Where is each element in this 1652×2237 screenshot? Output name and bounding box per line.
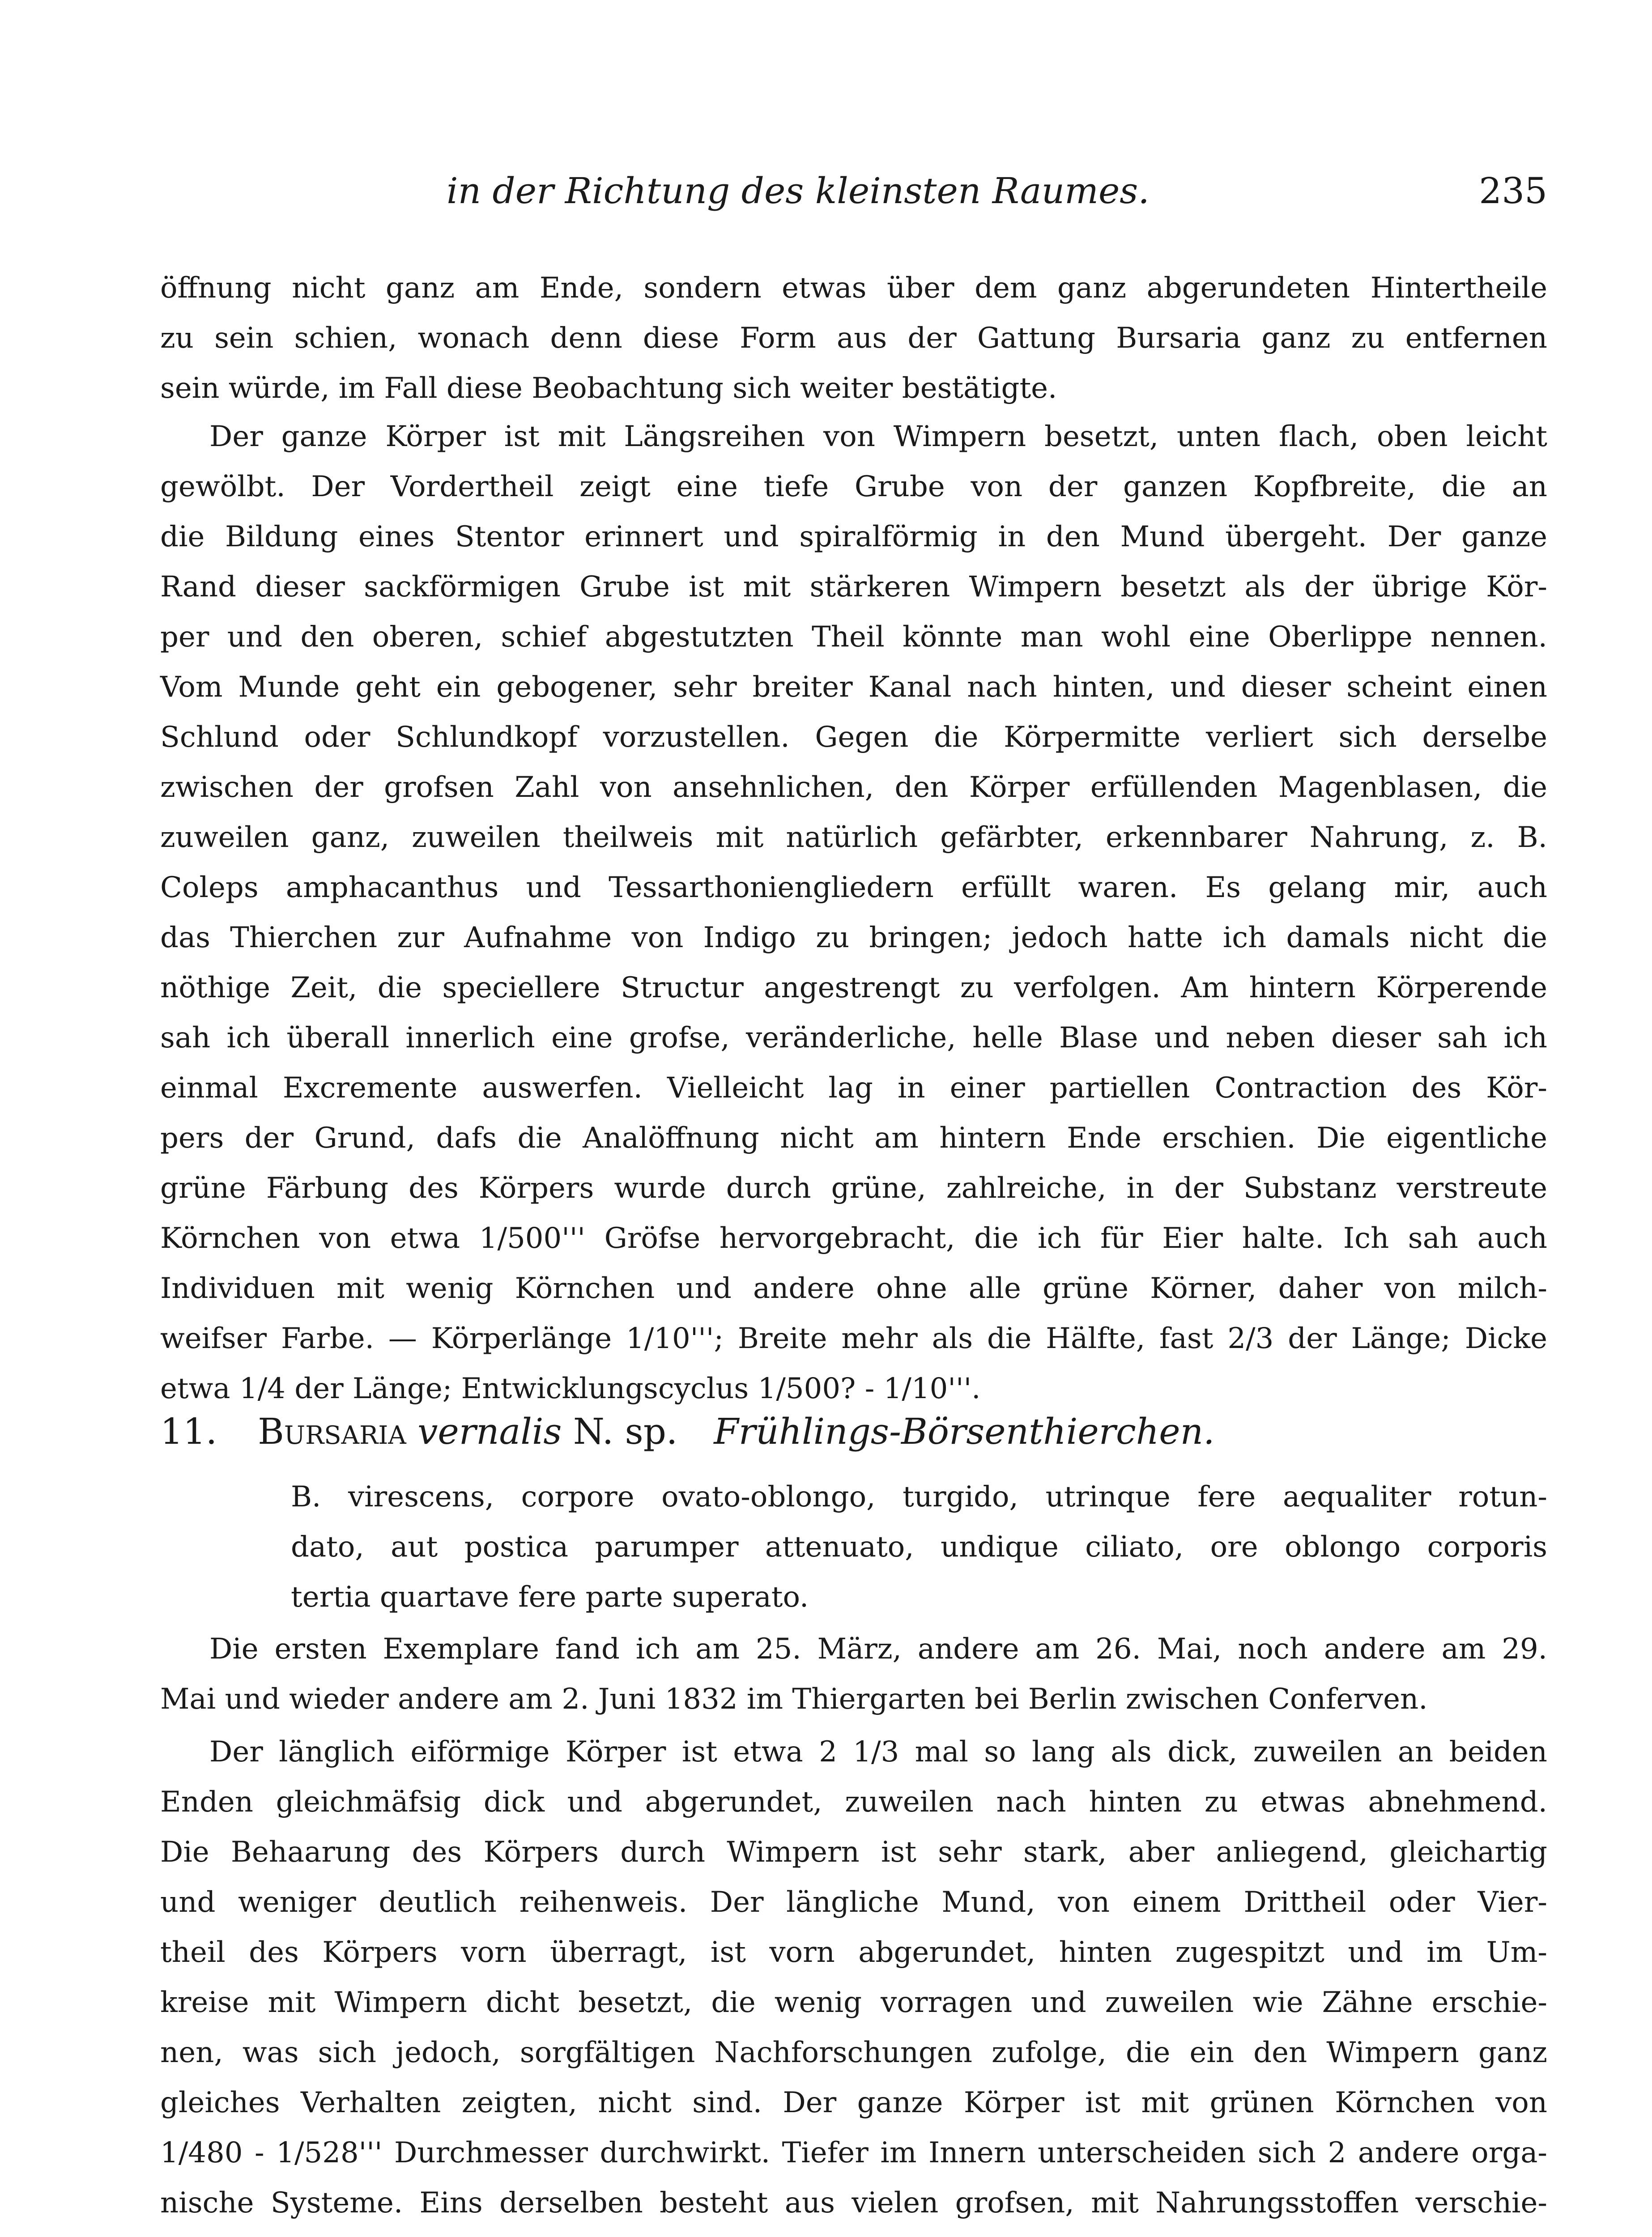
text-line: die Bildung eines Stentor erinnert und spiralförmig in den Mund übergeht. Der ganze xyxy=(160,520,1547,553)
text-line xyxy=(160,2228,1547,2237)
text-line: sah ich überall innerlich eine grofse, veränderliche, helle Blase und neben dieser sah ich xyxy=(160,1021,1547,1055)
text-line: Coleps amphacanthus und Tessarthoniengliedern erfüllt waren. Es gelang mir, auch xyxy=(160,871,1547,904)
text-line: kreise mit Wimpern dicht besetzt, die wenig vorragen und zuweilen wie Zähne erschie- xyxy=(160,1986,1547,2019)
text-line: theil des Körpers vorn überragt, ist vorn abgerundet, hinten zugespitzt und im Um- xyxy=(160,1936,1547,1969)
paragraph-continuation xyxy=(160,263,1547,413)
text-line: 1/480 - 1/528''' Durchmesser durchwirkt. Tiefer im Innern unterscheiden sich 2 andere orga- xyxy=(160,2136,1547,2169)
text-line: gewölbt. Der Vordertheil zeigt eine tiefe Grube von der ganzen Kopfbreite, die an xyxy=(160,470,1547,503)
text-line: Vom Munde geht ein gebogener, sehr breiter Kanal nach hinten, und dieser scheint einen xyxy=(160,671,1547,704)
running-header xyxy=(160,166,1547,224)
text-line: pers der Grund, dafs die Analöffnung nicht am hintern Ende erschien. Die eigentliche xyxy=(160,1122,1547,1155)
text-line: zu sein schien, wonach denn diese Form aus der Gattung Bursaria ganz zu entfernen xyxy=(160,322,1547,355)
text-line: weifser Farbe. — Körperlänge 1/10'''; Breite mehr als die Hälfte, fast 2/3 der Länge; Dicke xyxy=(160,1322,1547,1355)
text-line: Der ganze Körper ist mit Längsreihen von Wimpern besetzt, unten flach, oben leicht xyxy=(209,420,1547,453)
page-number: 235 xyxy=(1479,170,1547,212)
text-line: Die ersten Exemplare fand ich am 25. März, andere am 26. Mai, noch andere am 29. xyxy=(209,1633,1547,1666)
text-line: Enden gleichmäfsig dick und abgerundet, zuweilen nach hinten zu etwas abnehmend. xyxy=(160,1786,1547,1819)
text-line: sein würde, im Fall diese Beobachtung sich weiter bestätigte. xyxy=(160,372,1057,405)
text-line: per und den oberen, schief abgestutzten Theil könnte man wohl eine Oberlippe nennen. xyxy=(160,621,1547,654)
species-genus: Bursaria xyxy=(258,1411,406,1452)
text-line: Individuen mit wenig Körnchen und andere ohne alle grüne Körner, daher von milch- xyxy=(160,1272,1547,1305)
text-line: und weniger deutlich reihenweis. Der längliche Mund, von einem Drittheil oder Vier- xyxy=(160,1886,1547,1919)
text-line: das Thierchen zur Aufnahme von Indigo zu bringen; jedoch hatte ich damals nicht die xyxy=(160,921,1547,954)
text-line: Mai und wieder andere am 2. Juni 1832 im Thiergarten bei Berlin zwischen Conferven. xyxy=(160,1683,1428,1716)
species-number: 11. xyxy=(160,1411,217,1452)
text-line: grüne Färbung des Körpers wurde durch grüne, zahlreiche, in der Substanz verstreute xyxy=(160,1172,1547,1205)
text-line: Der länglich eiförmige Körper ist etwa 2 1/3 mal so lang als dick, zuweilen an beiden xyxy=(209,1735,1547,1769)
text-line: öffnung nicht ganz am Ende, sondern etwas über dem ganz abgerundeten Hintertheile xyxy=(160,272,1547,305)
paragraph-description xyxy=(160,412,1547,1414)
text-line: Rand dieser sackförmigen Grube ist mit stärkeren Wimpern besetzt als der übrige Kör- xyxy=(160,570,1547,604)
text-line: Schlund oder Schlundkopf vorzustellen. Gegen die Körpermitte verliert sich derselbe xyxy=(160,721,1547,754)
latin-diagnosis xyxy=(291,1472,1547,1622)
species-epithet: vernalis xyxy=(417,1411,562,1452)
text-line: nöthige Zeit, die speciellere Structur angestrengt zu verfolgen. Am hintern Körperende xyxy=(160,971,1547,1004)
running-title: in der Richtung des kleinsten Raumes. xyxy=(447,170,1150,212)
paragraph-morphology xyxy=(160,1727,1547,2237)
text-line: Körnchen von etwa 1/500''' Gröfse hervorgebracht, die ich für Eier halte. Ich sah auch xyxy=(160,1222,1547,1255)
text-line: B. virescens, corpore ovato-oblongo, turgido, utrinque fere aequaliter rotun- xyxy=(291,1480,1547,1514)
new-species-marker: N. sp. xyxy=(573,1411,678,1452)
text-line: dato, aut postica parumper attenuato, undique ciliato, ore oblongo corporis xyxy=(291,1531,1547,1564)
species-common-name: Frühlings-Börsenthierchen. xyxy=(714,1411,1215,1452)
text-line: etwa 1/4 der Länge; Entwicklungscyclus 1/500? - 1/10'''. xyxy=(160,1372,981,1405)
text-line: nische Systeme. Eins derselben besteht aus vielen grofsen, mit Nahrungsstoffen verschie- xyxy=(160,2186,1547,2220)
text-line: gleiches Verhalten zeigten, nicht sind. Der ganze Körper ist mit grünen Körnchen von xyxy=(160,2086,1547,2119)
text-line: nen, was sich jedoch, sorgfältigen Nachforschungen zufolge, die ein den Wimpern ganz xyxy=(160,2036,1547,2069)
text-line: tertia quartave fere parte superato. xyxy=(291,1581,809,1614)
paragraph-locality xyxy=(160,1624,1547,1724)
text-line: zuweilen ganz, zuweilen theilweis mit natürlich gefärbter, erkennbarer Nahrung, z. B. xyxy=(160,821,1547,854)
text-line: Die Behaarung des Körpers durch Wimpern ist sehr stark, aber anliegend, gleichartig xyxy=(160,1836,1547,1869)
species-heading xyxy=(160,1405,1547,1459)
text-line: zwischen der grofsen Zahl von ansehnlichen, den Körper erfüllenden Magenblasen, die xyxy=(160,771,1547,804)
text-line: einmal Excremente auswerfen. Vielleicht lag in einer partiellen Contraction des Kör- xyxy=(160,1072,1547,1105)
